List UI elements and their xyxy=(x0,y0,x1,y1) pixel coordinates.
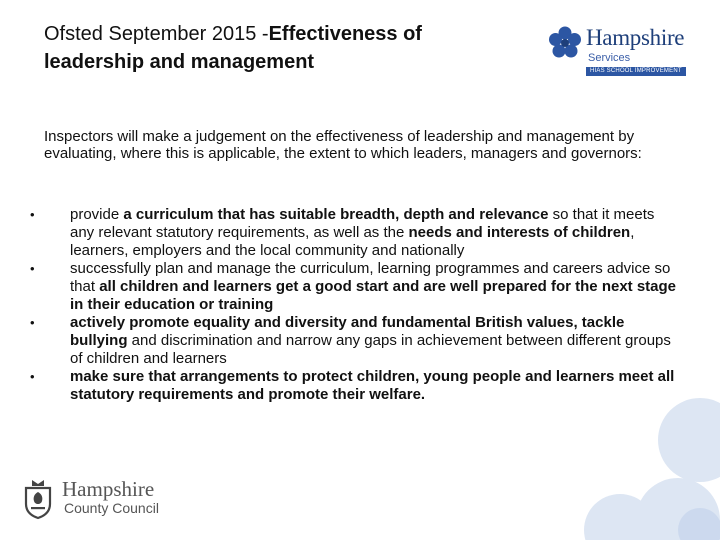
bullet-text-bold: a curriculum that has suitable breadth, depth and relevance xyxy=(123,206,549,223)
bullet-text: provide xyxy=(70,206,124,223)
bullet-text-bold: make sure that arrangements to protect children, young people and learners meet all statutory requirements and promote their welfare. xyxy=(70,368,675,403)
crest-icon xyxy=(22,478,54,520)
bullet-text: and discrimination and narrow any gaps in achievement between different groups of children and learners xyxy=(70,332,671,367)
bullet-dot: • xyxy=(30,315,35,330)
hampshire-county-council-logo xyxy=(22,478,192,520)
bullet-dot: • xyxy=(30,369,35,384)
hampshire-services-name: Hampshire xyxy=(586,25,685,50)
bullet-text-bold: all children and learners get a good start and are well prepared for the next stage in their education or training xyxy=(70,278,677,313)
bullet-text-bold: actively promote equality and diversity and fundamental British values, tackle bullying xyxy=(70,314,625,349)
bullet-text: so that it meets any relevant statutory requirements, as well as the xyxy=(70,206,655,241)
hias-badge: HIAS SCHOOL IMPROVEMENT xyxy=(586,67,686,76)
page-title-prefix: Ofsted September 2015 - xyxy=(44,23,269,45)
hcc-name: Hampshire xyxy=(62,477,155,501)
flower-icon xyxy=(548,26,582,60)
bullet-list xyxy=(30,206,680,404)
page-title xyxy=(44,20,514,76)
decorative-flower-icon xyxy=(560,380,720,540)
hampshire-services-logo xyxy=(546,22,706,82)
page-title-bold: Effectiveness of leadership and management xyxy=(44,23,422,73)
intro-paragraph: Inspectors will make a judgement on the effectiveness of leadership and management by evaluating, where this is applicable, the extent to which leaders, managers and governors: xyxy=(44,128,642,162)
bullet-item xyxy=(30,260,680,314)
bullet-text-bold: needs and interests of children xyxy=(408,224,631,241)
bullet-item xyxy=(30,206,680,260)
bullet-dot: • xyxy=(30,261,35,276)
bullet-item xyxy=(30,314,680,368)
bullet-dot: • xyxy=(30,207,35,222)
hampshire-services-label: Services xyxy=(588,52,631,64)
bullet-text: , learners, employers and the local community and nationally xyxy=(70,224,635,259)
hcc-subtitle: County Council xyxy=(64,500,159,516)
bullet-text: successfully plan and manage the curriculum, learning programmes and careers advice so that xyxy=(70,260,671,295)
